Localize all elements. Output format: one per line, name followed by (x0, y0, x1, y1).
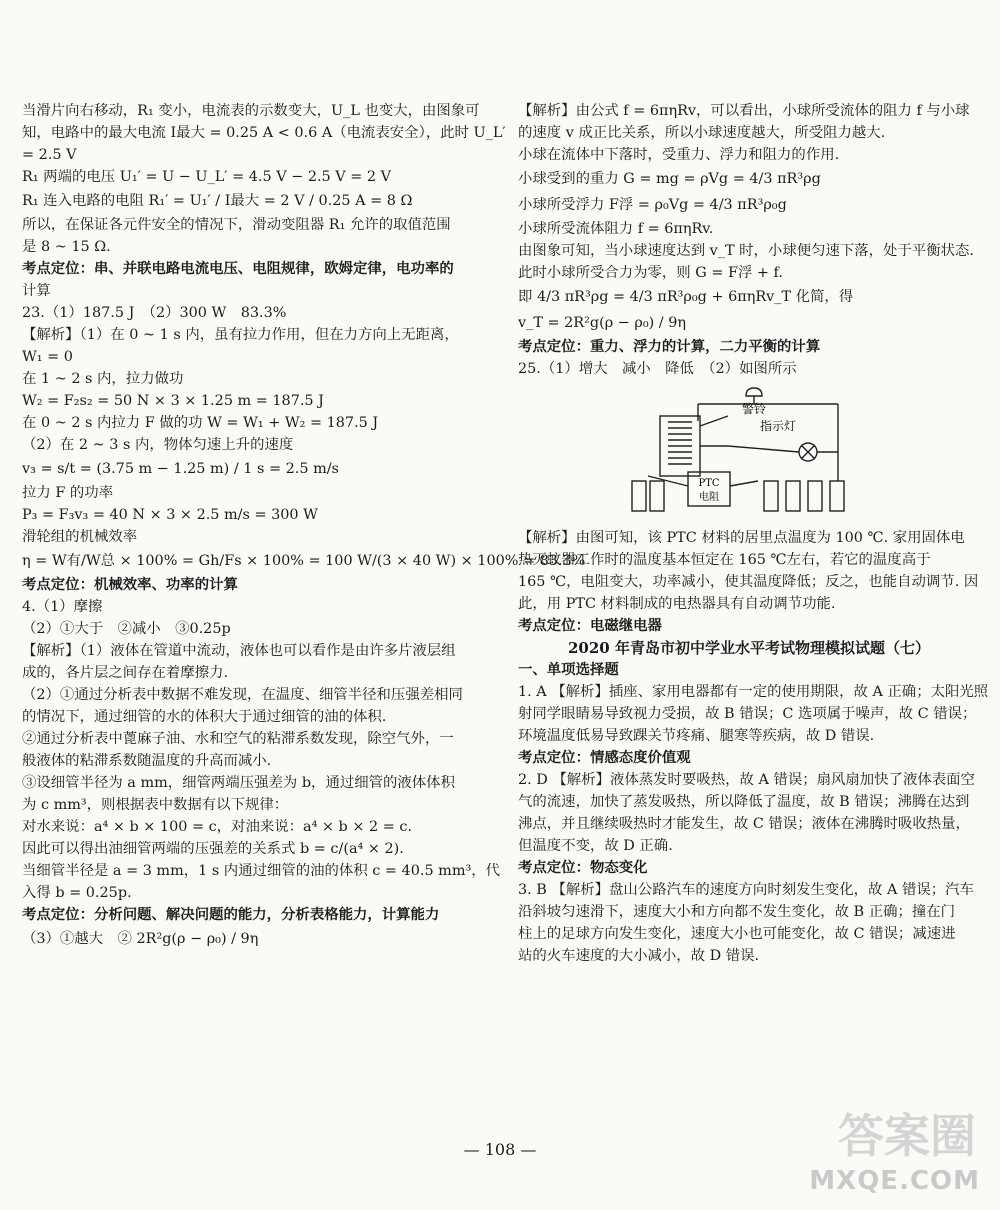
text-line: 柱上的足球方向发生变化，速度大小也可能变化，故 C 错误；减速进 (518, 926, 956, 942)
text-line: 此时小球所受合力为零，则 G = F浮 + f. (518, 265, 783, 281)
text-line: （2）①通过分析表中数据不难发现，在温度、细管半径和压强差相同 (22, 687, 463, 703)
text-line: 但温度不变，故 D 正确. (518, 838, 673, 854)
text-line: 考点定位：重力、浮力的计算，二力平衡的计算 (518, 338, 821, 355)
text-line: 滑轮组的机械效率 (22, 529, 138, 545)
text-line: 考点定位：电磁继电器 (518, 617, 662, 634)
text-line: 1. A 【解析】插座、家用电器都有一定的使用期限，故 A 正确；太阳光照 (518, 684, 989, 700)
text-line: 25.（1）增大 减小 降低 （2）如图所示 (518, 361, 797, 377)
text-line: = 2.5 V (22, 147, 77, 163)
ptc-label-2: 电阻 (699, 492, 719, 503)
bell-icon (746, 388, 762, 396)
ptc-label: PTC (698, 478, 720, 489)
text-line: 气的流速，加快了蒸发吸热，所以降低了温度，故 B 错误；沸腾在达到 (518, 794, 970, 810)
text-line: v_T = 2R²g(ρ − ρ₀) / 9η (518, 315, 687, 331)
text-line: 【解析】由公式 f = 6πηRv，可以看出，小球所受流体的阻力 f 与小球 (518, 103, 970, 119)
text-line: 当细管半径是 a = 3 mm，1 s 内通过细管的油的体积 c = 40.5 mm³，代 (22, 863, 501, 879)
text-line: 小球受到的重力 G = mg = ρVg = 4/3 πR³ρg (518, 171, 821, 187)
text-line: 热灭蚊器工作时的温度基本恒定在 165 ℃左右，若它的温度高于 (518, 552, 931, 568)
text-line: 【解析】由图可知，该 PTC 材料的居里点温度为 100 ℃. 家用固体电 (518, 530, 965, 546)
text-line: 为 c mm³，则根据表中数据有以下规律： (22, 797, 289, 813)
text-line: 即 4/3 πR³ρg = 4/3 πR³ρ₀g + 6πηRv_T 化简，得 (518, 289, 854, 305)
text-line: 由图象可知，当小球速度达到 v_T 时，小球便匀速下落，处于平衡状态. (518, 243, 974, 259)
text-line: R₁ 连入电路的电阻 R₁′ = U₁′ / I最大 = 2 V / 0.25 A = 8 Ω (22, 193, 413, 209)
text-line: （3）①越大 ② 2R²g(ρ − ρ₀) / 9η (22, 931, 259, 947)
text-line: 的情况下，通过细管的水的体积大于通过细管的油的体积. (22, 709, 387, 725)
bell-label: 警铃 (741, 402, 767, 416)
text-line: 环境温度低易导致踝关节疼痛、腿寒等疾病，故 D 错误. (518, 728, 875, 744)
text-line: 2020 年青岛市初中学业水平考试物理模拟试题（七） (568, 639, 930, 657)
text-line: 沿斜坡匀速滑下，速度大小和方向都不发生变化，故 B 正确；撞在门 (518, 904, 956, 920)
text-line: 知，电路中的最大电流 I最大 = 0.25 A < 0.6 A（电流表安全），此时 U_L′ (22, 125, 506, 141)
text-line: 小球所受浮力 F浮 = ρ₀Vg = 4/3 πR³ρ₀g (518, 197, 787, 213)
circuit-diagram (628, 386, 848, 521)
text-line: 站的火车速度的大小减小，故 D 错误. (518, 948, 760, 964)
right-bottom-text (518, 527, 989, 967)
text-line: 成的，各片层之间存在着摩擦力. (22, 665, 229, 681)
text-line: 小球在流体中下落时，受重力、浮力和阻力的作用. (518, 147, 840, 163)
text-line: v₃ = s/t = (3.75 m − 1.25 m) / 1 s = 2.5 m/s (22, 461, 339, 477)
text-line: 165 ℃，电阻变大，功率减小，使其温度降低；反之，也能自动调节. 因 (518, 574, 979, 590)
text-line: 在 0 ~ 2 s 内拉力 F 做的功 W = W₁ + W₂ = 187.5 J (22, 415, 379, 431)
text-line: 考点定位：情感态度价值观 (518, 749, 691, 766)
text-line: 【解析】（1）在 0 ~ 1 s 内，虽有拉力作用，但在力方向上无距离， (22, 327, 459, 343)
text-line: ③设细管半径为 a mm，细管两端压强差为 b，通过细管的液体体积 (22, 775, 455, 791)
text-line: 小球所受流体阻力 f = 6πηRv. (518, 221, 714, 237)
text-line: η = W有/W总 × 100% = Gh/Fs × 100% = 100 W/(3 × 40 W) × 100% = 83.3% (22, 553, 586, 569)
page-number: — 108 — (463, 1140, 537, 1159)
text-line: （2）在 2 ~ 3 s 内，物体匀速上升的速度 (22, 437, 294, 453)
text-line: W₁ = 0 (22, 349, 73, 365)
text-line: 3. B 【解析】盘山公路汽车的速度方向时刻发生变化，故 A 错误；汽车 (518, 882, 974, 898)
right-top-text (518, 100, 980, 380)
text-line: 考点定位：物态变化 (518, 859, 648, 876)
text-line: W₂ = F₂s₂ = 50 N × 3 × 1.25 m = 187.5 J (22, 393, 324, 409)
text-line: 沸点，并且继续吸热时才能发生，故 C 错误；液体在沸腾时吸收热量， (518, 816, 970, 832)
right-column (518, 100, 989, 967)
text-line: 拉力 F 的功率 (22, 485, 114, 501)
text-line: （2）①大于 ②减小 ③0.25p (22, 621, 231, 637)
text-line: 考点定位：分析问题、解决问题的能力，分析表格能力，计算能力 (22, 906, 440, 923)
text-line: 射同学眼睛易导致视力受损，故 B 错误；C 选项属于噪声，故 C 错误； (518, 706, 977, 722)
text-line: R₁ 两端的电压 U₁′ = U − U_L′ = 4.5 V − 2.5 V = 2 V (22, 169, 392, 185)
text-line: 考点定位：串、并联电路电流电压、电阻规律，欧姆定律，电功率的 (22, 260, 454, 277)
watermark-logo-icon: 答案圈 (838, 1109, 976, 1163)
text-line: 对水来说：a⁴ × b × 100 = c，对油来说：a⁴ × b × 2 = c. (22, 819, 412, 835)
text-line: 因此可以得出油细管两端的压强差的关系式 b = c/(a⁴ × 2). (22, 841, 404, 857)
text-line: 所以，在保证各元件安全的情况下，滑动变阻器 R₁ 允许的取值范围 (22, 217, 451, 233)
text-line: 考点定位：机械效率、功率的计算 (22, 576, 238, 593)
text-line: P₃ = F₃v₃ = 40 N × 3 × 2.5 m/s = 300 W (22, 507, 318, 523)
text-line: ②通过分析表中蓖麻子油、水和空气的粘滞系数发现，除空气外，一 (22, 731, 454, 747)
text-line: 23.（1）187.5 J （2）300 W 83.3% (22, 305, 287, 321)
lamp-label: 指示灯 (759, 419, 797, 433)
text-line: 的速度 v 成正比关系，所以小球速度越大，所受阻力越大. (518, 125, 886, 141)
text-line: 4.（1）摩擦 (22, 599, 103, 615)
text-line: 此，用 PTC 材料制成的电热器具有自动调节功能. (518, 596, 836, 612)
text-line: 入得 b = 0.25p. (22, 885, 132, 901)
text-line: 是 8 ~ 15 Ω. (22, 239, 111, 255)
text-line: 【解析】（1）液体在管道中流动，液体也可以看作是由许多片液层组 (22, 643, 456, 659)
text-line: 2. D 【解析】液体蒸发时要吸热，故 A 错误；扇风扇加快了液体表面空 (518, 772, 975, 788)
text-line: 在 1 ~ 2 s 内，拉力做功 (22, 371, 184, 387)
text-line: 计算 (22, 283, 51, 299)
text-line: 般液体的粘滞系数随温度的升高而减小. (22, 753, 272, 769)
watermark-text: MXQE.COM (809, 1166, 980, 1196)
text-line: 一、单项选择题 (518, 661, 619, 678)
text-line: 当滑片向右移动，R₁ 变小，电流表的示数变大，U_L 也变大，由图象可 (22, 103, 480, 119)
